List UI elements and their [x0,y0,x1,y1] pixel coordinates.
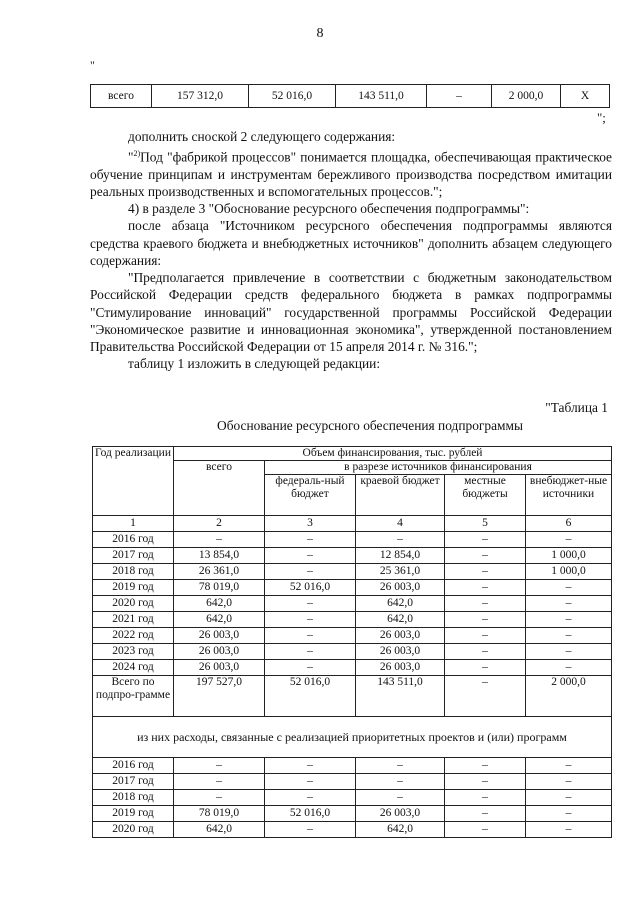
year-cell: 2020 год [93,822,174,838]
closing-quote: "; [597,110,606,125]
value-cell: – [265,790,356,806]
value-cell: – [526,806,612,822]
value-cell: – [526,790,612,806]
footnote-paragraph [90,145,612,200]
value-cell: – [526,758,612,774]
value-cell: 642,0 [174,822,265,838]
priority-label: из них расходы, связанные с реализацией приоритетных проектов и (или) программ [93,717,612,758]
value-cell: – [526,628,612,644]
total-row [93,676,612,717]
value-cell: 26 003,0 [174,628,265,644]
column-number: 1 [93,516,174,532]
value-cell: – [265,628,356,644]
page-number: 8 [316,26,324,41]
value-cell: – [265,612,356,628]
summary-cell: 2 000,0 [492,85,561,108]
year-cell: 2017 год [93,774,174,790]
year-cell: 2020 год [93,596,174,612]
value-cell: 26 361,0 [174,564,265,580]
footnote-mark: 2) [133,149,141,159]
year-cell: 2018 год [93,790,174,806]
total-cell: – [445,676,526,717]
paragraph: после абзаца "Источником ресурсного обеспечения подпрограммы являются средства краевого бюджета и внебюджетных источников" дополнить абзацем следующего содержания: [90,218,612,268]
summary-cell: 157 312,0 [152,85,249,108]
amendment-text [90,128,612,372]
year-cell: 2019 год [93,806,174,822]
value-cell: – [445,628,526,644]
year-rows [93,532,612,676]
value-cell: – [526,532,612,548]
value-cell: 13 854,0 [174,548,265,564]
total-label: Всего по подпро-грамме [93,676,174,717]
total-cell: 197 527,0 [174,676,265,717]
paragraph: таблицу 1 изложить в следующей редакции: [128,356,381,372]
year-cell: 2019 год [93,580,174,596]
value-cell: – [445,580,526,596]
value-cell: – [265,644,356,660]
column-number: 4 [356,516,445,532]
header-extra: внебюджет-ные источники [526,475,612,516]
year-cell: 2016 год [93,758,174,774]
year-cell: 2024 год [93,660,174,676]
paragraph: 4) в разделе 3 "Обоснование ресурсного обеспечения подпрограммы": [128,201,530,217]
value-cell: 1 000,0 [526,548,612,564]
header-regional: краевой бюджет [356,475,445,516]
summary-table [90,84,610,108]
value-cell: – [526,644,612,660]
table-label: "Таблица 1 [545,400,608,415]
table-row [93,596,612,612]
value-cell: 642,0 [174,596,265,612]
header-volume: Объем финансирования, тыс. рублей [174,447,612,461]
header-federal: федераль-ный бюджет [265,475,356,516]
value-cell: 52 016,0 [265,806,356,822]
value-cell: – [174,758,265,774]
value-cell: 26 003,0 [356,580,445,596]
table-row [93,548,612,564]
value-cell: – [445,758,526,774]
table-row [93,660,612,676]
value-cell: – [445,790,526,806]
summary-cell: X [561,85,610,108]
footnote-text: Под "фабрикой процессов" понимается площадка, обеспечивающая практическое обучение принципам и инструментам бережливого производства посредством имитации реальных производственных и вспомогательных процессов."; [90,149,612,200]
column-number: 2 [174,516,265,532]
value-cell: – [526,774,612,790]
table-row [93,822,612,838]
year-cell: 2018 год [93,564,174,580]
header-year: Год реализации [93,447,174,516]
value-cell: – [265,596,356,612]
table-row [93,774,612,790]
header-local: местные бюджеты [445,475,526,516]
value-cell: – [356,790,445,806]
value-cell: 78 019,0 [174,806,265,822]
opening-quote: " [90,58,95,72]
funding-table [92,446,612,838]
value-cell: – [356,532,445,548]
value-cell: – [445,532,526,548]
value-cell: – [445,564,526,580]
year-cell: 2023 год [93,644,174,660]
value-cell: – [356,774,445,790]
value-cell: 642,0 [356,596,445,612]
table-row [93,758,612,774]
value-cell: – [445,612,526,628]
summary-cell: 143 511,0 [336,85,427,108]
value-cell: 642,0 [174,612,265,628]
table-row [93,532,612,548]
value-cell: 26 003,0 [174,644,265,660]
value-cell: – [174,532,265,548]
table-row [93,790,612,806]
value-cell: – [445,548,526,564]
total-cell: 143 511,0 [356,676,445,717]
table-row [93,612,612,628]
value-cell: – [526,660,612,676]
value-cell: – [445,644,526,660]
value-cell: 78 019,0 [174,580,265,596]
value-cell: – [526,580,612,596]
value-cell: – [445,822,526,838]
value-cell: – [526,612,612,628]
value-cell: 26 003,0 [356,806,445,822]
value-cell: 25 361,0 [356,564,445,580]
paragraph: дополнить сноской 2 следующего содержания: [128,129,396,144]
table-row [93,580,612,596]
value-cell: – [356,758,445,774]
value-cell: 26 003,0 [356,644,445,660]
total-cell: 52 016,0 [265,676,356,717]
value-cell: 26 003,0 [174,660,265,676]
year-cell: 2017 год [93,548,174,564]
summary-cell: – [427,85,492,108]
year-cell: 2022 год [93,628,174,644]
table-row [93,564,612,580]
column-number: 3 [265,516,356,532]
value-cell: 1 000,0 [526,564,612,580]
summary-row [91,85,610,108]
value-cell: – [265,758,356,774]
table-row [93,806,612,822]
value-cell: 12 854,0 [356,548,445,564]
summary-cell: всего [91,85,152,108]
year-cell: 2021 год [93,612,174,628]
column-number-row [93,516,612,532]
value-cell: – [265,532,356,548]
header-by-source: в разрезе источников финансирования [265,461,612,475]
value-cell: – [265,774,356,790]
value-cell: – [445,774,526,790]
value-cell: – [265,564,356,580]
value-cell: 642,0 [356,612,445,628]
header-row [93,447,612,461]
paragraph: "Предполагается привлечение в соответствии с бюджетным законодательством Российской Федерации средств федерального бюджета в рамках подпрограммы "Стимулирование инноваций" государственной программы Российской Федерации "Экономическое развитие и инновационная экономика", утвержденной постановлением Правительства Российской Федерации от 15 апреля 2014 г. № 316."; [90,270,612,354]
header-total: всего [174,461,265,516]
column-number: 6 [526,516,612,532]
footnote-quote: " [128,149,134,165]
total-cell: 2 000,0 [526,676,612,717]
table-title: Обоснование ресурсного обеспечения подпрограммы [217,418,523,433]
table-row [93,644,612,660]
column-number: 5 [445,516,526,532]
value-cell: 26 003,0 [356,660,445,676]
priority-rows [93,758,612,838]
value-cell: 26 003,0 [356,628,445,644]
year-cell: 2016 год [93,532,174,548]
value-cell: – [265,660,356,676]
value-cell: 642,0 [356,822,445,838]
value-cell: – [265,822,356,838]
value-cell: – [526,596,612,612]
value-cell: 52 016,0 [265,580,356,596]
value-cell: – [174,790,265,806]
value-cell: – [265,548,356,564]
priority-label-row [93,717,612,758]
value-cell: – [445,806,526,822]
value-cell: – [445,596,526,612]
table-row [93,628,612,644]
value-cell: – [445,660,526,676]
value-cell: – [174,774,265,790]
summary-cell: 52 016,0 [249,85,336,108]
value-cell: – [526,822,612,838]
